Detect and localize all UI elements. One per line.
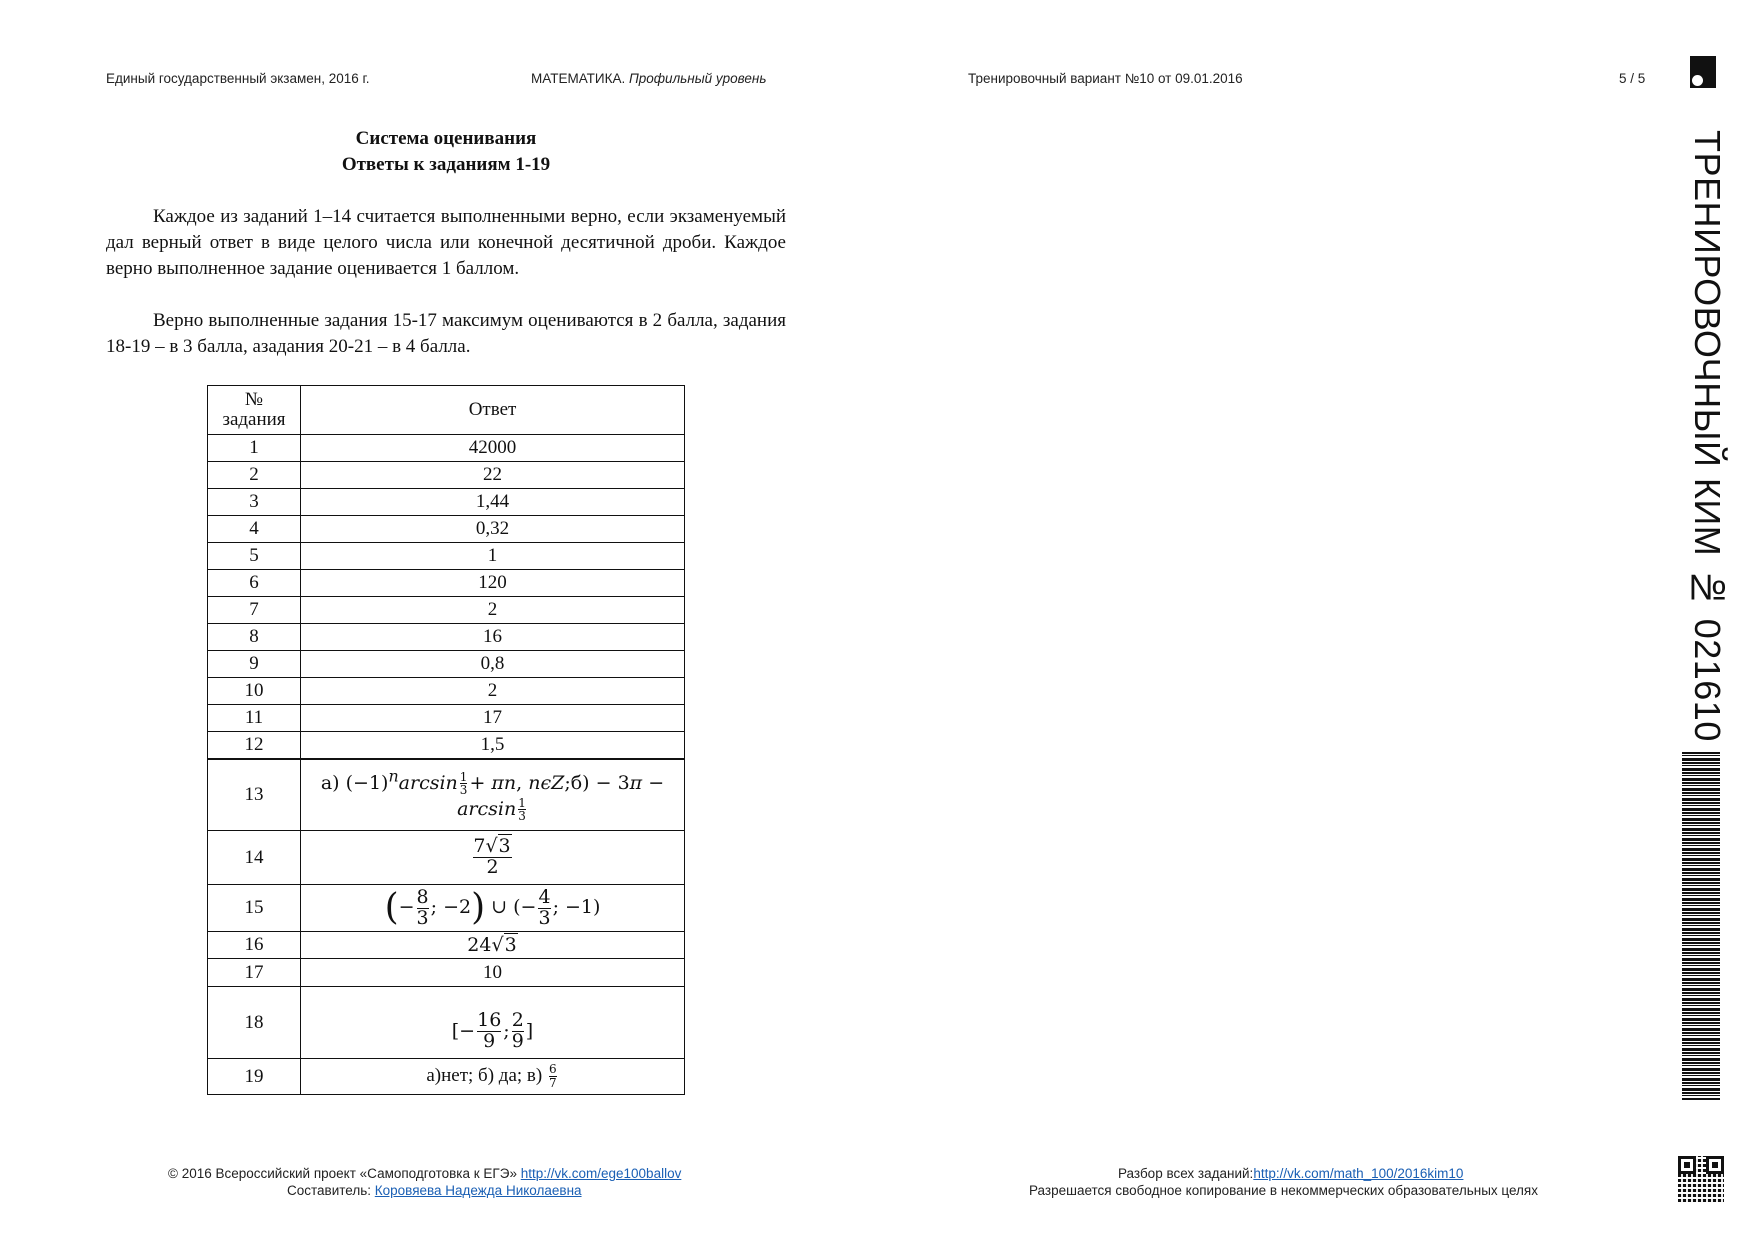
task-number: 3 [208,489,301,516]
table-row [208,732,685,759]
table-row [208,987,685,1059]
header-variant: Тренировочный вариант №10 от 09.01.2016 [968,71,1243,86]
header-task-number-symbol: № [244,389,264,410]
qr-code [1678,1156,1724,1202]
task-number: 19 [208,1059,301,1095]
scoring-paragraph-1: Каждое из заданий 1–14 считается выполненными верно, если экзаменуемый дал верный ответ в виде целого числа или конечной десятичной дроби. Каждое верно выполненное задание оценивается 1 баллом. [106,206,786,279]
task-answer [301,885,685,932]
task-number: 15 [208,885,301,932]
task-answer: 1,44 [301,489,685,516]
task-answer: 17 [301,705,685,732]
task-number: 1 [208,435,301,462]
task-answer: 1 [301,543,685,570]
task-answer: 2 [301,597,685,624]
task-answer: 16 [301,624,685,651]
footer-copyright-text: © 2016 Всероссийский проект «Самоподготовка к ЕГЭ» [168,1166,517,1181]
task-answer [301,831,685,885]
footer-license-note: Разрешается свободное копирование в некоммерческих образовательных целях [1029,1183,1538,1198]
corner-registration-mark [1690,56,1716,88]
section-subtitle: Ответы к заданиям 1-19 [341,154,551,175]
table-row [208,831,685,885]
task-answer: 22 [301,462,685,489]
table-header-row [208,386,685,435]
answer-19-formula: а)нет; б) да; в) $\frac{6}{7}$ [426,1062,557,1090]
task-number: 11 [208,705,301,732]
task-number: 13 [208,759,301,831]
scoring-paragraph-2: Верно выполненные задания 15-17 максимум оцениваются в 2 балла, задания 18-19 – в 3 балла, азадания 20-21 – в 4 балла. [106,310,786,357]
footer-author-label: Составитель: [287,1183,372,1198]
header-page-number: 5 / 5 [1619,71,1646,86]
task-number: 14 [208,831,301,885]
task-number: 17 [208,959,301,987]
header-subject [531,71,766,86]
header-subject-main: МАТЕМАТИКА. [531,71,626,86]
table-row [208,435,685,462]
footer-author-link[interactable]: Коровяева Надежда Николаевна [374,1183,582,1198]
answer-14-formula: $\frac{7√3}{2}$ [473,835,511,878]
table-row [208,543,685,570]
task-answer: 42000 [301,435,685,462]
task-number: 6 [208,570,301,597]
task-answer [301,759,685,831]
answers-table [207,385,685,1095]
answer-16-formula: 24√3 [467,933,517,956]
footer-copyright [168,1166,681,1181]
task-number: 12 [208,732,301,759]
task-number: 4 [208,516,301,543]
task-number: 8 [208,624,301,651]
header-subject-level: Профильный уровень [628,71,767,86]
task-number: 9 [208,651,301,678]
table-row [208,959,685,987]
table-row [208,597,685,624]
task-number: 7 [208,597,301,624]
answer-18-formula: [− $\frac{16}{9}$ ; $\frac{2}{9}$ ] [451,1009,534,1052]
table-row [208,885,685,932]
task-number: 5 [208,543,301,570]
task-answer: 120 [301,570,685,597]
table-row [208,489,685,516]
header-exam-name: Единый государственный экзамен, 2016 г. [106,71,370,86]
task-answer [301,987,685,1059]
footer-solutions-label: Разбор всех заданий: [1118,1166,1254,1181]
task-answer: 2 [301,678,685,705]
table-row [208,759,685,831]
table-row [208,516,685,543]
task-answer: 1,5 [301,732,685,759]
task-answer [301,932,685,959]
task-number: 10 [208,678,301,705]
footer-project-link[interactable]: http://vk.com/ege100ballov [520,1166,682,1181]
side-kim-title: ТРЕНИРОВОЧНЫЙ КИМ № 021610 [1687,130,1728,742]
task-number: 16 [208,932,301,959]
table-row [208,651,685,678]
header-task-number [208,386,301,435]
task-number: 2 [208,462,301,489]
answer-15-formula: (− $\frac{8}{3}$ ; −2) ∪ (− $\frac{4}{3}$ ; −1) [384,885,601,929]
header-task-number-label: задания [222,409,286,430]
footer-solutions [1118,1166,1463,1181]
table-row [208,932,685,959]
footer-author [287,1183,582,1198]
table-row [208,570,685,597]
table-row [208,1059,685,1095]
table-row [208,678,685,705]
task-answer [301,1059,685,1095]
table-row [208,462,685,489]
table-row [208,705,685,732]
section-title: Система оценивания [355,128,537,149]
barcode [1682,752,1720,1100]
task-number: 18 [208,987,301,1059]
answer-13-formula: а) $(-1)^n\arcsin$ $\frac{1}{3}$ + πn, nϵZ;б) − 3π − arcsin $\frac{1}{3}$ [320,766,665,824]
table-row [208,624,685,651]
task-answer: 10 [301,959,685,987]
header-answer: Ответ [301,386,685,435]
footer-solutions-link[interactable]: http://vk.com/math_100/2016kim10 [1253,1166,1464,1181]
task-answer: 0,8 [301,651,685,678]
task-answer: 0,32 [301,516,685,543]
